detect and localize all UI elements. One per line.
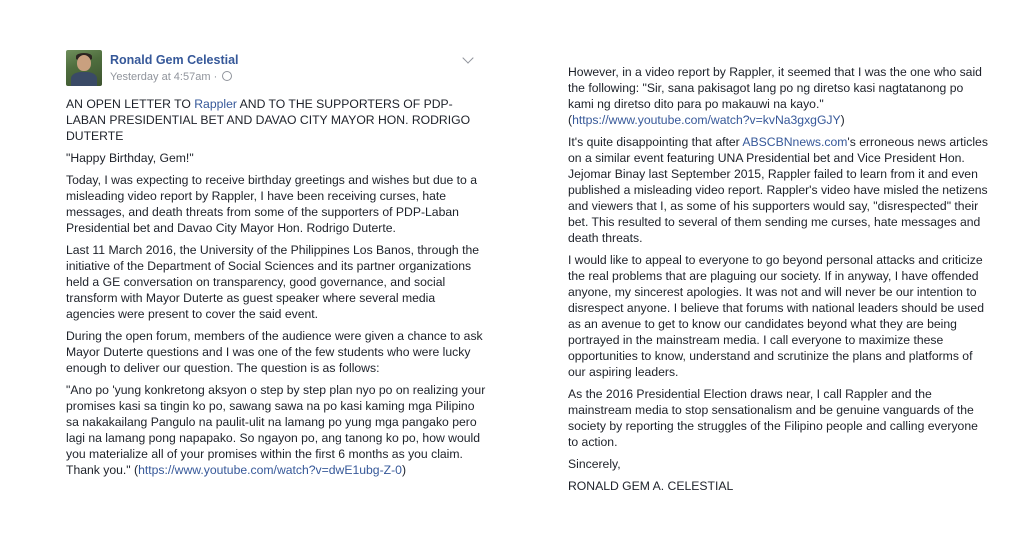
post-meta	[110, 69, 232, 85]
paragraph-video-report: However, in a video report by Rappler, it seemed that I was the one who said the following: "Sir, sana pakisagot lang po ng diretso kasi nagtatanong po kami ng diretso dito para po makauwi na kayo." (https://www.youtube.com/watch?v=kvNa3gxgGJY)	[568, 65, 982, 127]
chevron-down-icon[interactable]	[462, 52, 473, 63]
rappler-link[interactable]: Rappler	[194, 97, 237, 111]
signature-name: RONALD GEM A. CELESTIAL	[568, 479, 734, 493]
paragraph-greeting: "Happy Birthday, Gem!"	[66, 151, 194, 165]
post-right-column	[568, 64, 988, 500]
paragraph-election: As the 2016 Presidential Election draws near, I call Rappler and the mainstream media to stop sensationalism and be genuine vanguards of the society by reporting the struggles of the Filipino people and calling everyone to action.	[568, 387, 978, 449]
paragraph-forum: During the open forum, members of the audience were given a chance to ask Mayor Duterte questions and I was one of the few students who were lucky enough to deliver our question. The question is as follows:	[66, 329, 483, 375]
paragraph-disappointing: It's quite disappointing that after ABSCBNnews.com's erroneous news articles on a similar event featuring UNA Presidential bet and Vice President Hon. Jejomar Binay last September 2015, Rappler failed to learn from it and even published a misleading video report. Rappler's video have misled the netizens and viewers that I, as some of his supporters would say, "disrespected" their bet. This resulted to several of them sending me curses, hate messages and death threats.	[568, 135, 988, 245]
youtube-link-2[interactable]: https://www.youtube.com/watch?v=kvNa3gxgGJY	[572, 113, 841, 127]
post-left-column	[66, 50, 486, 484]
abscbnnews-link[interactable]: ABSCBNnews.com	[742, 135, 848, 149]
post-header	[66, 50, 486, 96]
paragraph-appeal: I would like to appeal to everyone to go beyond personal attacks and criticize the real problems that are plaguing our society. If in anyway, I have offended anyone, my sincerest apologies. It was not and will never be our intention to disrespect anyone. I believe that forums with national leaders should be used as an avenue to get to know our candidates beyond what they are being portrayed in the mainstream media. I call everyone to maximize these opportunities to know, understand and scrutinize the plans and platforms of our aspiring leaders.	[568, 253, 984, 379]
youtube-link-1[interactable]: https://www.youtube.com/watch?v=dwE1ubg-Z-0	[138, 463, 402, 477]
paragraph-intro: Today, I was expecting to receive birthday greetings and wishes but due to a misleading video report by Rappler, I have been receiving curses, hate messages, and death threats from some of the supporters of PDP-Laban Presidential bet and Davao City Mayor Hon. Rodrigo Duterte.	[66, 173, 478, 235]
closing-sincerely: Sincerely,	[568, 457, 621, 471]
avatar[interactable]	[66, 50, 102, 86]
paragraph-question: "Ano po 'yung konkretong aksyon o step by step plan nyo po on realizing your promises kasi sa tingin ko po, sawang sawa na po kasi kaming mga Pilipino sa nakakailang Pangulo na paulit-ulit na lamang po yung mga pangako pero lagi na lamang pong napapako. So ngayon po, ang tanong ko po, how would you materialize all of your promises within the first 6 months as you claim. Thank you." (https://www.youtube.com/watch?v=dwE1ubg-Z-0)	[66, 383, 486, 477]
globe-icon[interactable]	[222, 71, 232, 81]
timestamp-link[interactable]: Yesterday at 4:57am	[110, 71, 211, 83]
author-name-link[interactable]: Ronald Gem Celestial	[110, 53, 239, 67]
meta-separator: ·	[213, 71, 218, 83]
paragraph-event: Last 11 March 2016, the University of the Philippines Los Banos, through the initiative of the Department of Social Sciences and its partner organizations held a GE conversation on transparency, good governance, and social transform with Mayor Duterte as guest speaker where several media agencies were present to cover the said event.	[66, 243, 480, 321]
letter-title: AN OPEN LETTER TO Rappler AND TO THE SUPPORTERS OF PDP-LABAN PRESIDENTIAL BET AND DAVAO CITY MAYOR HON. RODRIGO DUTERTE	[66, 97, 471, 143]
